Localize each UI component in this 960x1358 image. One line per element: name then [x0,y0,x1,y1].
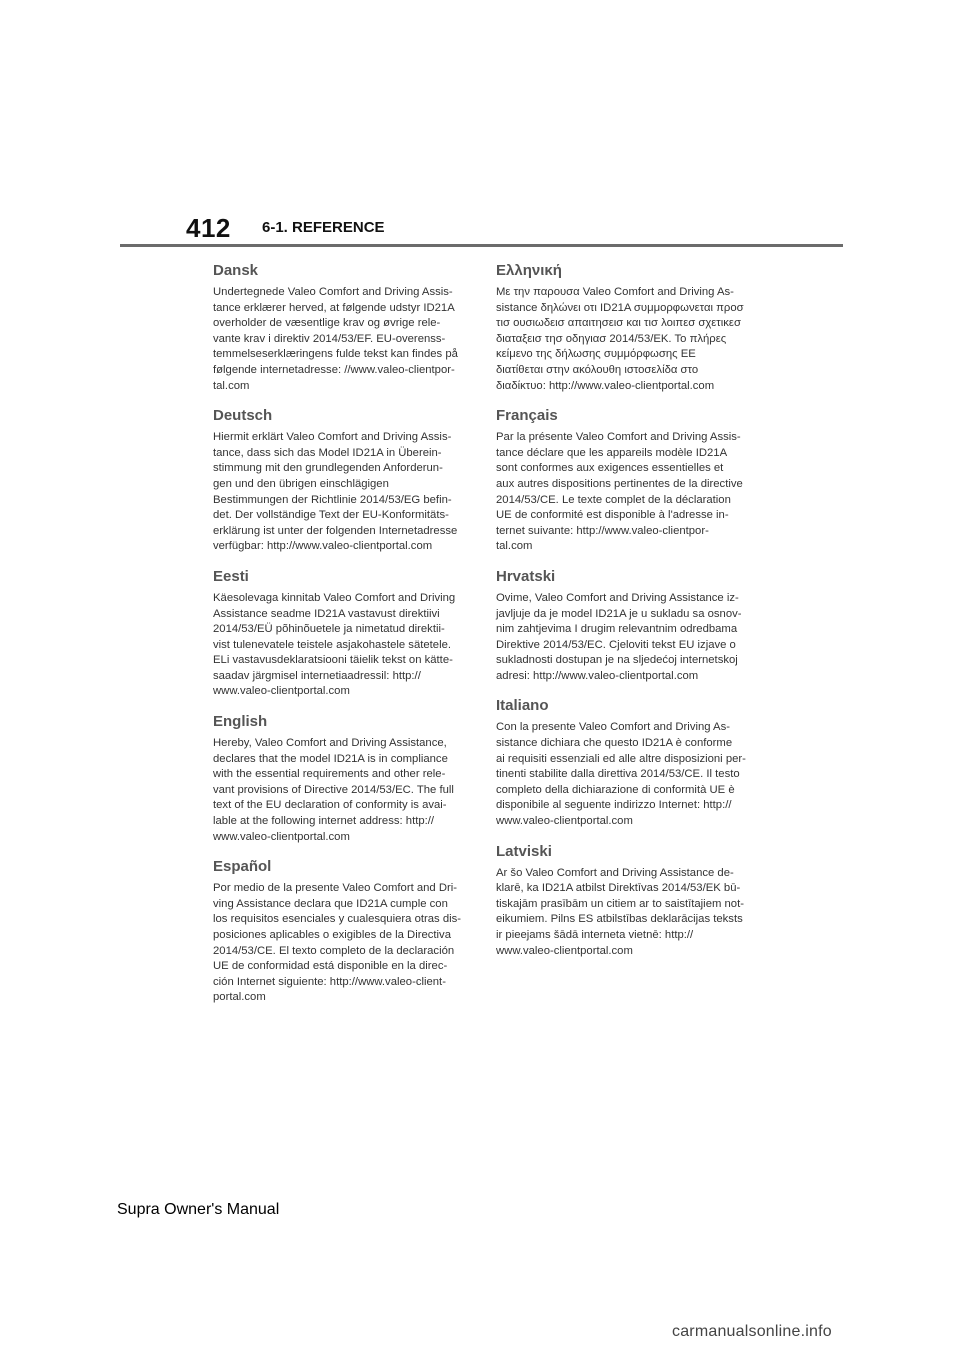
language-section-italiano [496,697,748,829]
language-section-english [213,713,465,845]
page-number: 412 [186,213,231,243]
declaration-text: Par la présente Valeo Comfort and Driving Assis- tance déclare que les appareils modèle ID21A sont conformes aux exigences essentielles et aux autres dispositions pertinentes de la directive 2014/53/CE. Le texte complet de la déclaration UE de conformité est disponible à l'adresse in- ternet suivante: http://www.valeo-clientpor- tal.com [496,431,743,553]
language-heading: Eesti [213,567,249,585]
declaration-text: Με την παρουσα Valeo Comfort and Driving As- sistance δηλώνει οτι ID21A συμμορφωνεται προσ τισ ουσιωδεισ απαιτησεισ και τισ λοιπεσ σχετικεσ διαταξεισ τησ οδηγιασ 2014/53/ΕΚ. Το πλήρες κείμενο της δήλωσης συμμόρφωσης ΕΕ διατίθεται στην ακόλουθη ιστοσελίδα στο διαδίκτυο: http://www.valeo-clientportal.com [496,286,744,392]
watermark: carmanualsonline.info [672,1323,832,1340]
language-section-francais [496,407,748,555]
declaration-text: Ar šo Valeo Comfort and Driving Assistance de- klarē, ka ID21A atbilst Direktīvas 2014/53/EK bū- tiskajām prasībām un citiem ar to saistītajiem not- eikumiem. Pilns ES atbilstības deklarācijas teksts ir pieejams šādā interneta vietnē: http:// www.valeo-clientportal.com [496,866,744,957]
declaration-text: Por medio de la presente Valeo Comfort and Dri- ving Assistance declara que ID21A cumple con los requisitos esenciales y cualesquiera otras dis- posiciones aplicables o exigibles de la Directiva 2014/53/CE. El texto completo de la declaración UE de conformidad está disponible en la direc- ción Internet siguiente: http://www.valeo-client- portal.com [213,882,462,1004]
declaration-text: Hiermit erklärt Valeo Comfort and Driving Assis- tance, dass sich das Model ID21A in Überein- stimmung mit den grundlegenden Anforderun- gen und den übrigen einschlägigen Bestimmungen der Richtlinie 2014/53/EG befin- det. Der vollständige Text der EU-Konformitäts- erklärung ist unter der folgenden Internetadresse verfügbar: http://www.valeo-clientportal.com [213,431,458,553]
language-section-latviski [496,843,748,960]
language-section-hrvatski [496,568,748,685]
language-heading: English [213,713,268,731]
language-section-espanol [213,858,465,1006]
language-heading: Français [496,407,558,425]
declaration-text: Käesolevaga kinnitab Valeo Comfort and Driving Assistance seadme ID21A vastavust direktiivi 2014/53/EÜ põhinõuetele ja nimetatud direktii- vist tulenevatele teistele asjakohastele sätetele. ELi vastavusdeklaratsiooni täielik tekst on kätte- saadav järgmisel internetiaadressil: http:// www.valeo-clientportal.com [213,591,456,698]
section-title: 6-1. REFERENCE [262,219,385,236]
language-section-eesti [213,568,465,700]
language-heading: Italiano [496,697,549,715]
language-section-deutsch [213,407,465,555]
left-column [213,262,465,1019]
language-section-greek [496,262,748,394]
language-heading: Español [213,858,272,876]
header-divider [120,244,843,247]
language-heading: Hrvatski [496,567,556,585]
declaration-text: Undertegnede Valeo Comfort and Driving Assis- tance erklærer herved, at følgende udstyr ID21A overholder de væsentlige krav og øvrige rele- vante krav i direktiv 2014/53/EF. EU-overenss- temmelseserklæringens fulde tekst kan findes på følgende internetadresse: //www.valeo-clientpor- tal.com [213,286,458,392]
language-heading: Ελληνική [496,262,562,279]
manual-title: Supra Owner's Manual [117,1201,280,1218]
language-heading: Latviski [496,842,552,860]
language-heading: Deutsch [213,407,273,425]
right-column [496,262,748,972]
language-section-dansk [213,262,465,394]
declaration-text: Hereby, Valeo Comfort and Driving Assistance, declares that the model ID21A is in compliance with the essential requirements and other rele- vant provisions of Directive 2014/53/EC. The full text of the EU declaration of conformity is avai- lable at the following internet address: http:// www.valeo-clientportal.com [213,737,454,843]
declaration-text: Ovime, Valeo Comfort and Driving Assistance iz- javljuje da je model ID21A je u sukladu sa osnov- nim zahtjevima I drugim relevantnim odredbama Direktive 2014/53/EC. Cjeloviti tekst EU izjave o sukladnosti dostupan je na sljedećoj internetskoj adresi: http://www.valeo-clientportal.com [496,591,742,682]
declaration-text: Con la presente Valeo Comfort and Driving As- sistance dichiara che questo ID21A è conforme ai requisiti essenziali ed alle altre disposizioni per- tinenti stabilite dalla direttiva 2014/53/CE. Il testo completo della dichiarazione di conformità UE è disponibile al seguente indirizzo Internet: http:// www.valeo-clientportal.com [496,721,746,828]
language-heading: Dansk [213,262,259,279]
